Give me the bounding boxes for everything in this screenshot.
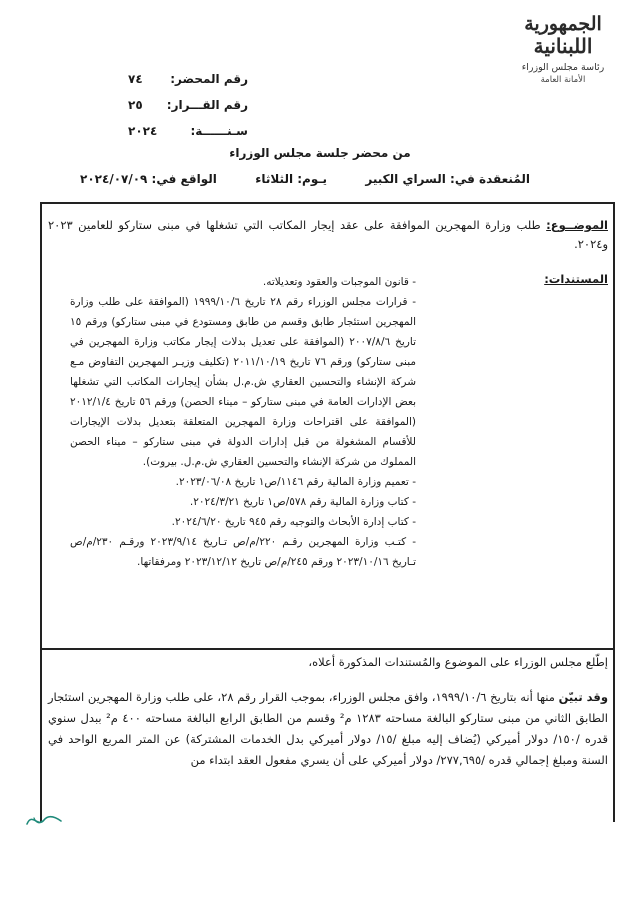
document-item: - تعميم وزارة المالية رقم ١١٤٦/ص١ تاريخ ٢٠٢٣/٠٦/٠٨. bbox=[70, 472, 416, 492]
document-item: - قانون الموجبات والعقود وتعديلاته. bbox=[70, 272, 416, 292]
reference-row bbox=[88, 92, 248, 118]
meeting-info bbox=[80, 172, 530, 186]
emblem-line-1: الجمهورية bbox=[524, 13, 602, 35]
findings-paragraph bbox=[48, 687, 608, 771]
department-name: الأمانة العامة bbox=[540, 75, 586, 85]
reference-label: سـنــــــة: bbox=[190, 124, 248, 138]
document-item: - قرارات مجلس الوزراء رقم ٢٨ تاريخ ١٩٩٩/١٠/٦ (الموافقة على طلب وزارة المهجرين استئجار طابق وقسم من طابق ومستودع في مبنى ستاركو) ورقم ١٥ تاريخ ٢٠٠٧/٨/٦ (الموافقة على تعديل بدلات إيجار مكاتب وزارة المهجرين في مبنى ستاركو) ورقم ٧٦ تاريخ ٢٠١١/١٠/١٩ (تكليف وزيـر المهجرين التفاوض مـع شركة الإنشاء والتحسين العقاري ش.م.ل بشأن إيجارات المكاتب التي تشغلها بعض الإدارات العامة في مبنى ستاركو – ميناء الحصن) ورقم ٥٦ تاريخ ٢٠١٢/١/٤ (الموافقة على اقتراحات وزارة المهجرين المتعلقة بتعديل بدلات الإيجارات للأقسام المشغولة من قبل إدارات الدولة في مبنى ستاركو – ميناء الحصن المملوك من شركة الإنشاء والتحسين العقاري ش.م.ل. بيروت). bbox=[70, 292, 416, 472]
organization-name: رئاسة مجلس الوزراء bbox=[521, 62, 605, 73]
reference-row bbox=[88, 118, 248, 144]
decision-body bbox=[48, 652, 608, 771]
findings-text: منها أنه بتاريخ ١٩٩٩/١٠/٦، وافق مجلس الوزراء، بموجب القرار رقم ٢٨، على طلب وزارة المهجرين استئجار الطابق الثاني من مبنى ستاركو البالغة مساحته ١٢٨٣ م² وقسم من الطابق الرابع البالغة مساحته ٤٠٠ م² ببدل سنوي قدره /١٥٠/ دولار أميركي (يُضاف إليه مبلغ /١٥/ دولار أميركي بدل الخدمات المشتركة) عن المتر المربع الواحد في السنة ومبلغ إجمالي قدره /٢٧٧,٦٩٥/ دولار أميركي على أن يسري مفعول العقد ابتداء من bbox=[48, 690, 608, 767]
document-item: - كتـب وزارة المهجرين رقـم ٢٢٠/م/ص تـاريخ ٢٠٢٣/٩/١٤ ورقـم ٢٣٠/م/ص تـاريخ ٢٠٢٣/١٠/١٦ ورقم ٢٤٥/م/ص تاريخ ٢٠٢٣/١٢/١٢ ومرفقاتها. bbox=[70, 532, 416, 572]
intro-paragraph: إطّلع مجلس الوزراء على الموضوع والمُستندات المذكورة أعلاه، bbox=[308, 655, 608, 669]
documents-label: المستندات: bbox=[544, 272, 608, 286]
document-item: - كتاب إدارة الأبحاث والتوجيه رقم ٩٤٥ تاريخ ٢٠٢٤/٦/٢٠. bbox=[70, 512, 416, 532]
reference-block bbox=[88, 66, 248, 144]
left-margin-line bbox=[40, 650, 42, 822]
findings-label: وقد تبيّن bbox=[558, 690, 608, 704]
emblem-line-2: اللبنانية bbox=[533, 34, 593, 58]
document-heading: من محضر جلسة مجلس الوزراء bbox=[229, 146, 411, 160]
letterhead bbox=[508, 14, 618, 85]
meeting-day: يـوم: الثلاثاء bbox=[255, 172, 327, 186]
republic-emblem bbox=[508, 14, 618, 56]
meeting-date: الواقع في: ٢٠٢٤/٠٧/٠٩ bbox=[80, 172, 217, 186]
reference-label: رقم القـــرار: bbox=[166, 98, 248, 112]
reference-row bbox=[88, 66, 248, 92]
reference-value: ٢٠٢٤ bbox=[128, 124, 158, 138]
handwritten-initial bbox=[24, 806, 64, 832]
subject-label: الموضــوع: bbox=[546, 218, 608, 232]
reference-value: ٢٥ bbox=[128, 98, 143, 112]
meeting-location: المُنعقدة في: السراي الكبير bbox=[365, 172, 530, 186]
subject-section bbox=[48, 216, 608, 254]
right-margin-line bbox=[613, 650, 615, 822]
reference-value: ٧٤ bbox=[128, 72, 143, 86]
subject-text: طلب وزارة المهجرين الموافقة على عقد إيجار المكاتب التي تشغلها في مبنى ستاركو للعامين ٢٠٢٣ و٢٠٢٤. bbox=[48, 218, 608, 251]
reference-label: رقم المحضر: bbox=[170, 72, 248, 86]
document-item: - كتاب وزارة المالية رقم ٥٧٨/ص١ تاريخ ٢٠٢٤/٣/٢١. bbox=[70, 492, 416, 512]
documents-list bbox=[70, 272, 416, 572]
